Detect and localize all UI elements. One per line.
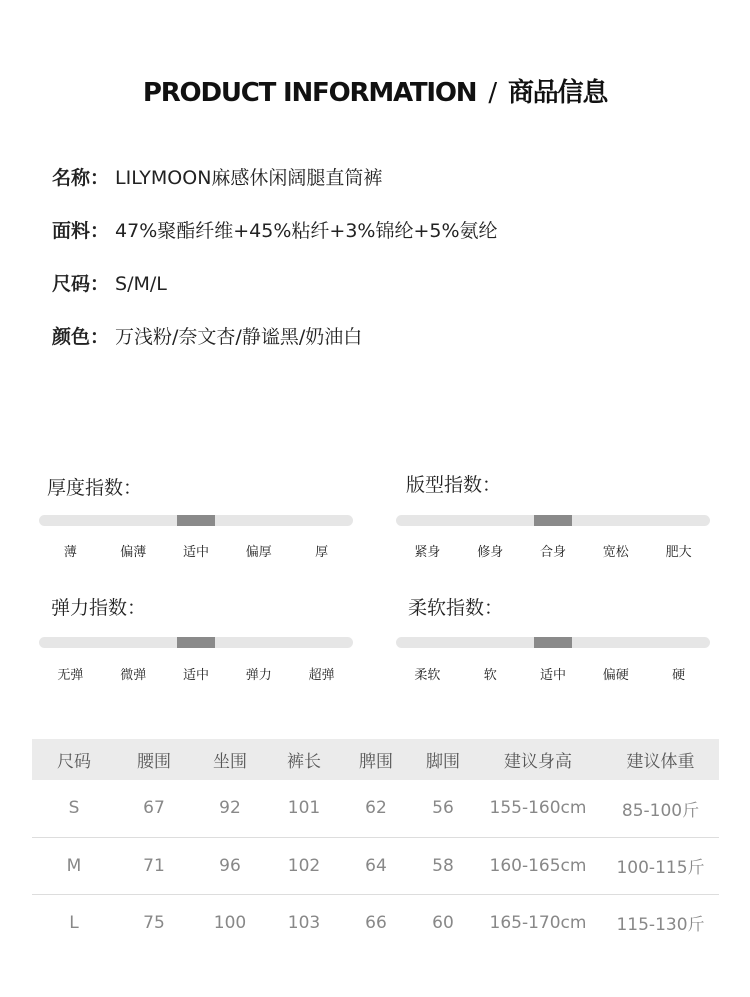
info-value: 万浅粉/奈文杏/静谧黑/奶油白 — [115, 326, 363, 348]
index-tick: 偏厚 — [245, 545, 272, 560]
softness-index — [396, 594, 710, 694]
index-tick: 紧身 — [414, 545, 441, 560]
info-key: 尺码 — [52, 273, 91, 295]
table-cell: L — [69, 912, 79, 933]
table-cell: 165-170cm — [489, 912, 587, 933]
table-cell: 85-100斤 — [602, 780, 719, 837]
info-key: 面料 — [52, 220, 91, 242]
table-cell: 103 — [287, 912, 321, 933]
column-header: 腰围 — [116, 739, 192, 780]
table-cell: 96 — [192, 837, 268, 894]
info-colon: ： — [90, 326, 110, 348]
table-cell: M — [32, 837, 116, 894]
index-tick: 适中 — [182, 545, 209, 560]
column-header: 脚围 — [412, 739, 474, 780]
index-bar — [396, 515, 710, 526]
info-row-fabric — [52, 217, 712, 270]
info-key: 名称 — [52, 167, 91, 189]
index-tick: 弹力 — [245, 668, 272, 683]
index-tick: 无弹 — [57, 668, 84, 683]
table-cell: 66 — [365, 912, 387, 933]
table-cell: 71 — [116, 837, 192, 894]
info-value: S/M/L — [115, 273, 167, 295]
table-row — [32, 780, 719, 837]
index-tick: 超弹 — [308, 668, 335, 683]
table-cell: 102 — [268, 837, 340, 894]
table-cell: 155-160cm — [474, 780, 602, 837]
column-header: 脾围 — [340, 739, 412, 780]
info-value: 47%聚酯纤维+45%粘纤+3%锦纶+5%氨纶 — [115, 220, 498, 242]
fit-index — [396, 471, 710, 571]
index-bar — [39, 515, 353, 526]
table-cell: 75 — [143, 912, 165, 933]
table-cell: 58 — [412, 837, 474, 894]
index-title: 弹力指数： — [51, 597, 147, 619]
index-tick: 修身 — [477, 545, 504, 560]
table-cell: 67 — [116, 780, 192, 837]
table-cell: 92 — [192, 780, 268, 837]
product-info-list — [52, 164, 712, 376]
index-tick: 微弹 — [120, 668, 147, 683]
index-bar-marker — [177, 637, 215, 648]
size-table — [32, 739, 719, 951]
index-tick: 柔软 — [414, 668, 441, 683]
title-english: PRODUCT INFORMATION — [142, 78, 477, 108]
table-row — [32, 894, 719, 951]
index-tick: 合身 — [539, 545, 566, 560]
index-tick: 硬 — [672, 668, 686, 683]
index-bar — [39, 637, 353, 648]
index-tick: 薄 — [63, 545, 77, 560]
info-row-color — [52, 323, 712, 376]
table-cell: 64 — [340, 837, 412, 894]
table-row — [32, 837, 719, 894]
column-header: 建议身高 — [474, 739, 602, 780]
index-bar-marker — [534, 637, 572, 648]
index-tick: 肥大 — [665, 545, 692, 560]
info-value: LILYMOON麻感休闲阔腿直筒裤 — [115, 167, 383, 189]
index-bar-marker — [534, 515, 572, 526]
table-cell: 115-130斤 — [616, 915, 705, 936]
title-chinese: 商品信息 — [507, 78, 608, 108]
table-cell: 56 — [412, 780, 474, 837]
index-title: 柔软指数： — [408, 597, 504, 619]
index-tick: 适中 — [182, 668, 209, 683]
index-tick: 宽松 — [602, 545, 629, 560]
column-header: 建议体重 — [602, 739, 719, 780]
page-title — [0, 72, 750, 109]
index-ticks — [39, 541, 353, 560]
table-cell: 62 — [340, 780, 412, 837]
column-header: 坐围 — [192, 739, 268, 780]
index-tick: 偏薄 — [120, 545, 147, 560]
index-bar — [396, 637, 710, 648]
table-cell: 60 — [432, 912, 454, 933]
index-ticks — [39, 664, 353, 683]
index-bar-marker — [177, 515, 215, 526]
table-cell: 101 — [268, 780, 340, 837]
info-row-name — [52, 164, 712, 217]
info-row-size — [52, 270, 712, 323]
info-colon: ： — [90, 167, 110, 189]
size-table-header-row — [32, 739, 719, 780]
table-cell: 100-115斤 — [602, 837, 719, 894]
index-tick: 厚 — [315, 545, 329, 560]
index-title: 厚度指数： — [47, 477, 143, 499]
index-ticks — [396, 541, 710, 560]
index-title: 版型指数： — [406, 474, 502, 496]
index-tick: 软 — [483, 668, 497, 683]
info-colon: ： — [90, 273, 110, 295]
index-tick: 偏硬 — [602, 668, 629, 683]
table-cell: 160-165cm — [474, 837, 602, 894]
table-cell: 100 — [213, 912, 247, 933]
index-ticks — [396, 664, 710, 683]
table-cell: S — [32, 780, 116, 837]
info-key: 颜色 — [52, 326, 91, 348]
thickness-index — [39, 474, 353, 574]
title-separator: / — [488, 78, 496, 108]
index-tick: 适中 — [539, 668, 566, 683]
column-header: 尺码 — [32, 739, 116, 780]
column-header: 裤长 — [268, 739, 340, 780]
elasticity-index — [39, 594, 353, 694]
info-colon: ： — [90, 220, 110, 242]
